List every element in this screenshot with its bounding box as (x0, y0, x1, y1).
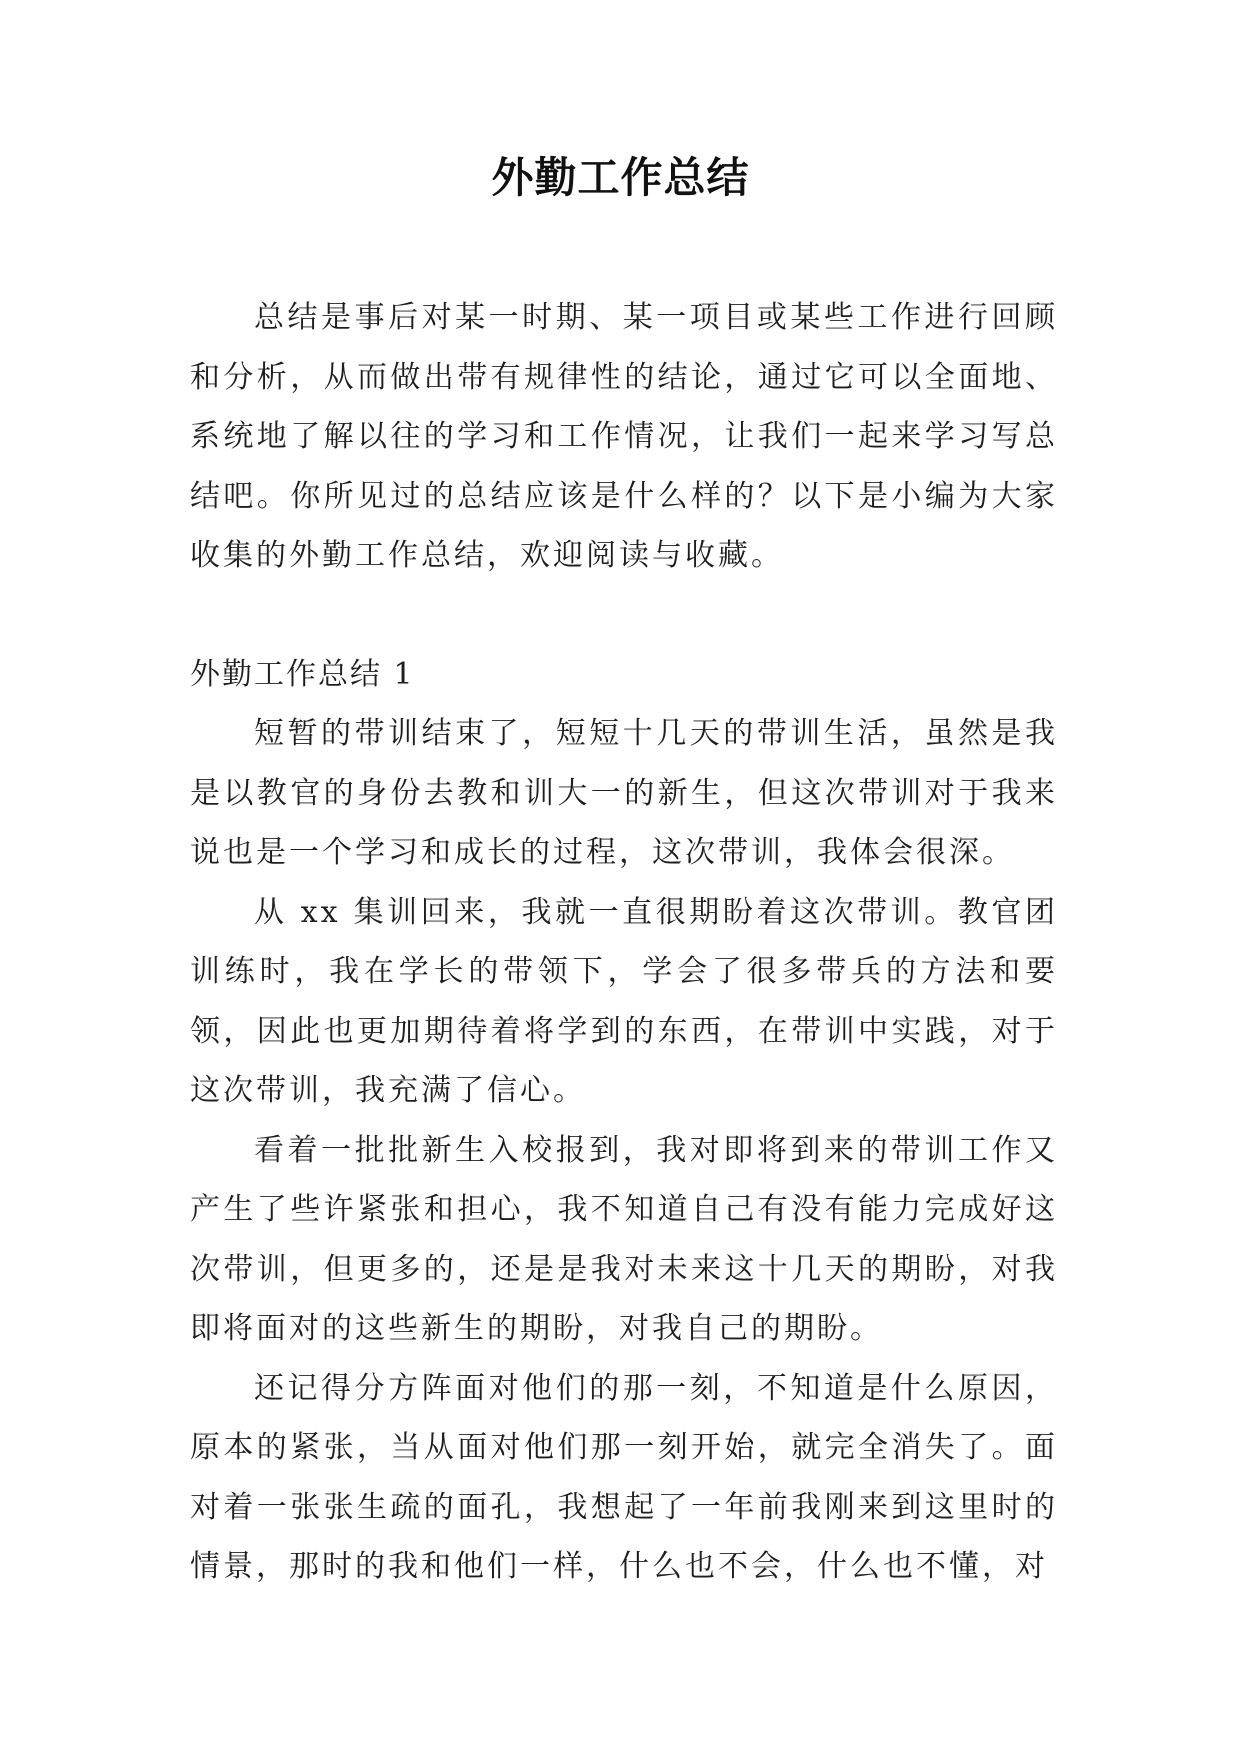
section-heading: 外勤工作总结 1 (190, 656, 415, 692)
body-paragraph-3: 看着一批批新生入校报到，我对即将到来的带训工作又产生了些许紧张和担心，我不知道自己有没有能力完成好这次带训，但更多的，还是是我对未来这十几天的期盼，对我即将面对的这些新生的期盼，对我自己的期盼。 (190, 1132, 1058, 1346)
body-paragraph-2: 从 xx 集训回来，我就一直很期盼着这次带训。教官团训练时，我在学长的带领下，学会了很多带兵的方法和要领，因此也更加期待着将学到的东西，在带训中实践，对于这次带训，我充满了信心。 (190, 894, 1058, 1108)
document-body (190, 288, 1058, 1597)
body-paragraph-4: 还记得分方阵面对他们的那一刻，不知道是什么原因，原本的紧张，当从面对他们那一刻开始，就完全消失了。面对着一张张生疏的面孔，我想起了一年前我刚来到这里时的情景，那时的我和他们一样，什么也不会，什么也不懂，对 (190, 1370, 1058, 1584)
document-title: 外勤工作总结 (491, 153, 750, 202)
body-paragraph-1: 短暂的带训结束了，短短十几天的带训生活，虽然是我是以教官的身份去教和训大一的新生，但这次带训对于我来说也是一个学习和成长的过程，这次带训，我体会很深。 (190, 716, 1058, 870)
intro-paragraph: 总结是事后对某一时期、某一项目或某些工作进行回顾和分析，从而做出带有规律性的结论，通过它可以全面地、系统地了解以往的学习和工作情况，让我们一起来学习写总结吧。你所见过的总结应该是什么样的？以下是小编为大家收集的外勤工作总结，欢迎阅读与收藏。 (190, 300, 1058, 573)
